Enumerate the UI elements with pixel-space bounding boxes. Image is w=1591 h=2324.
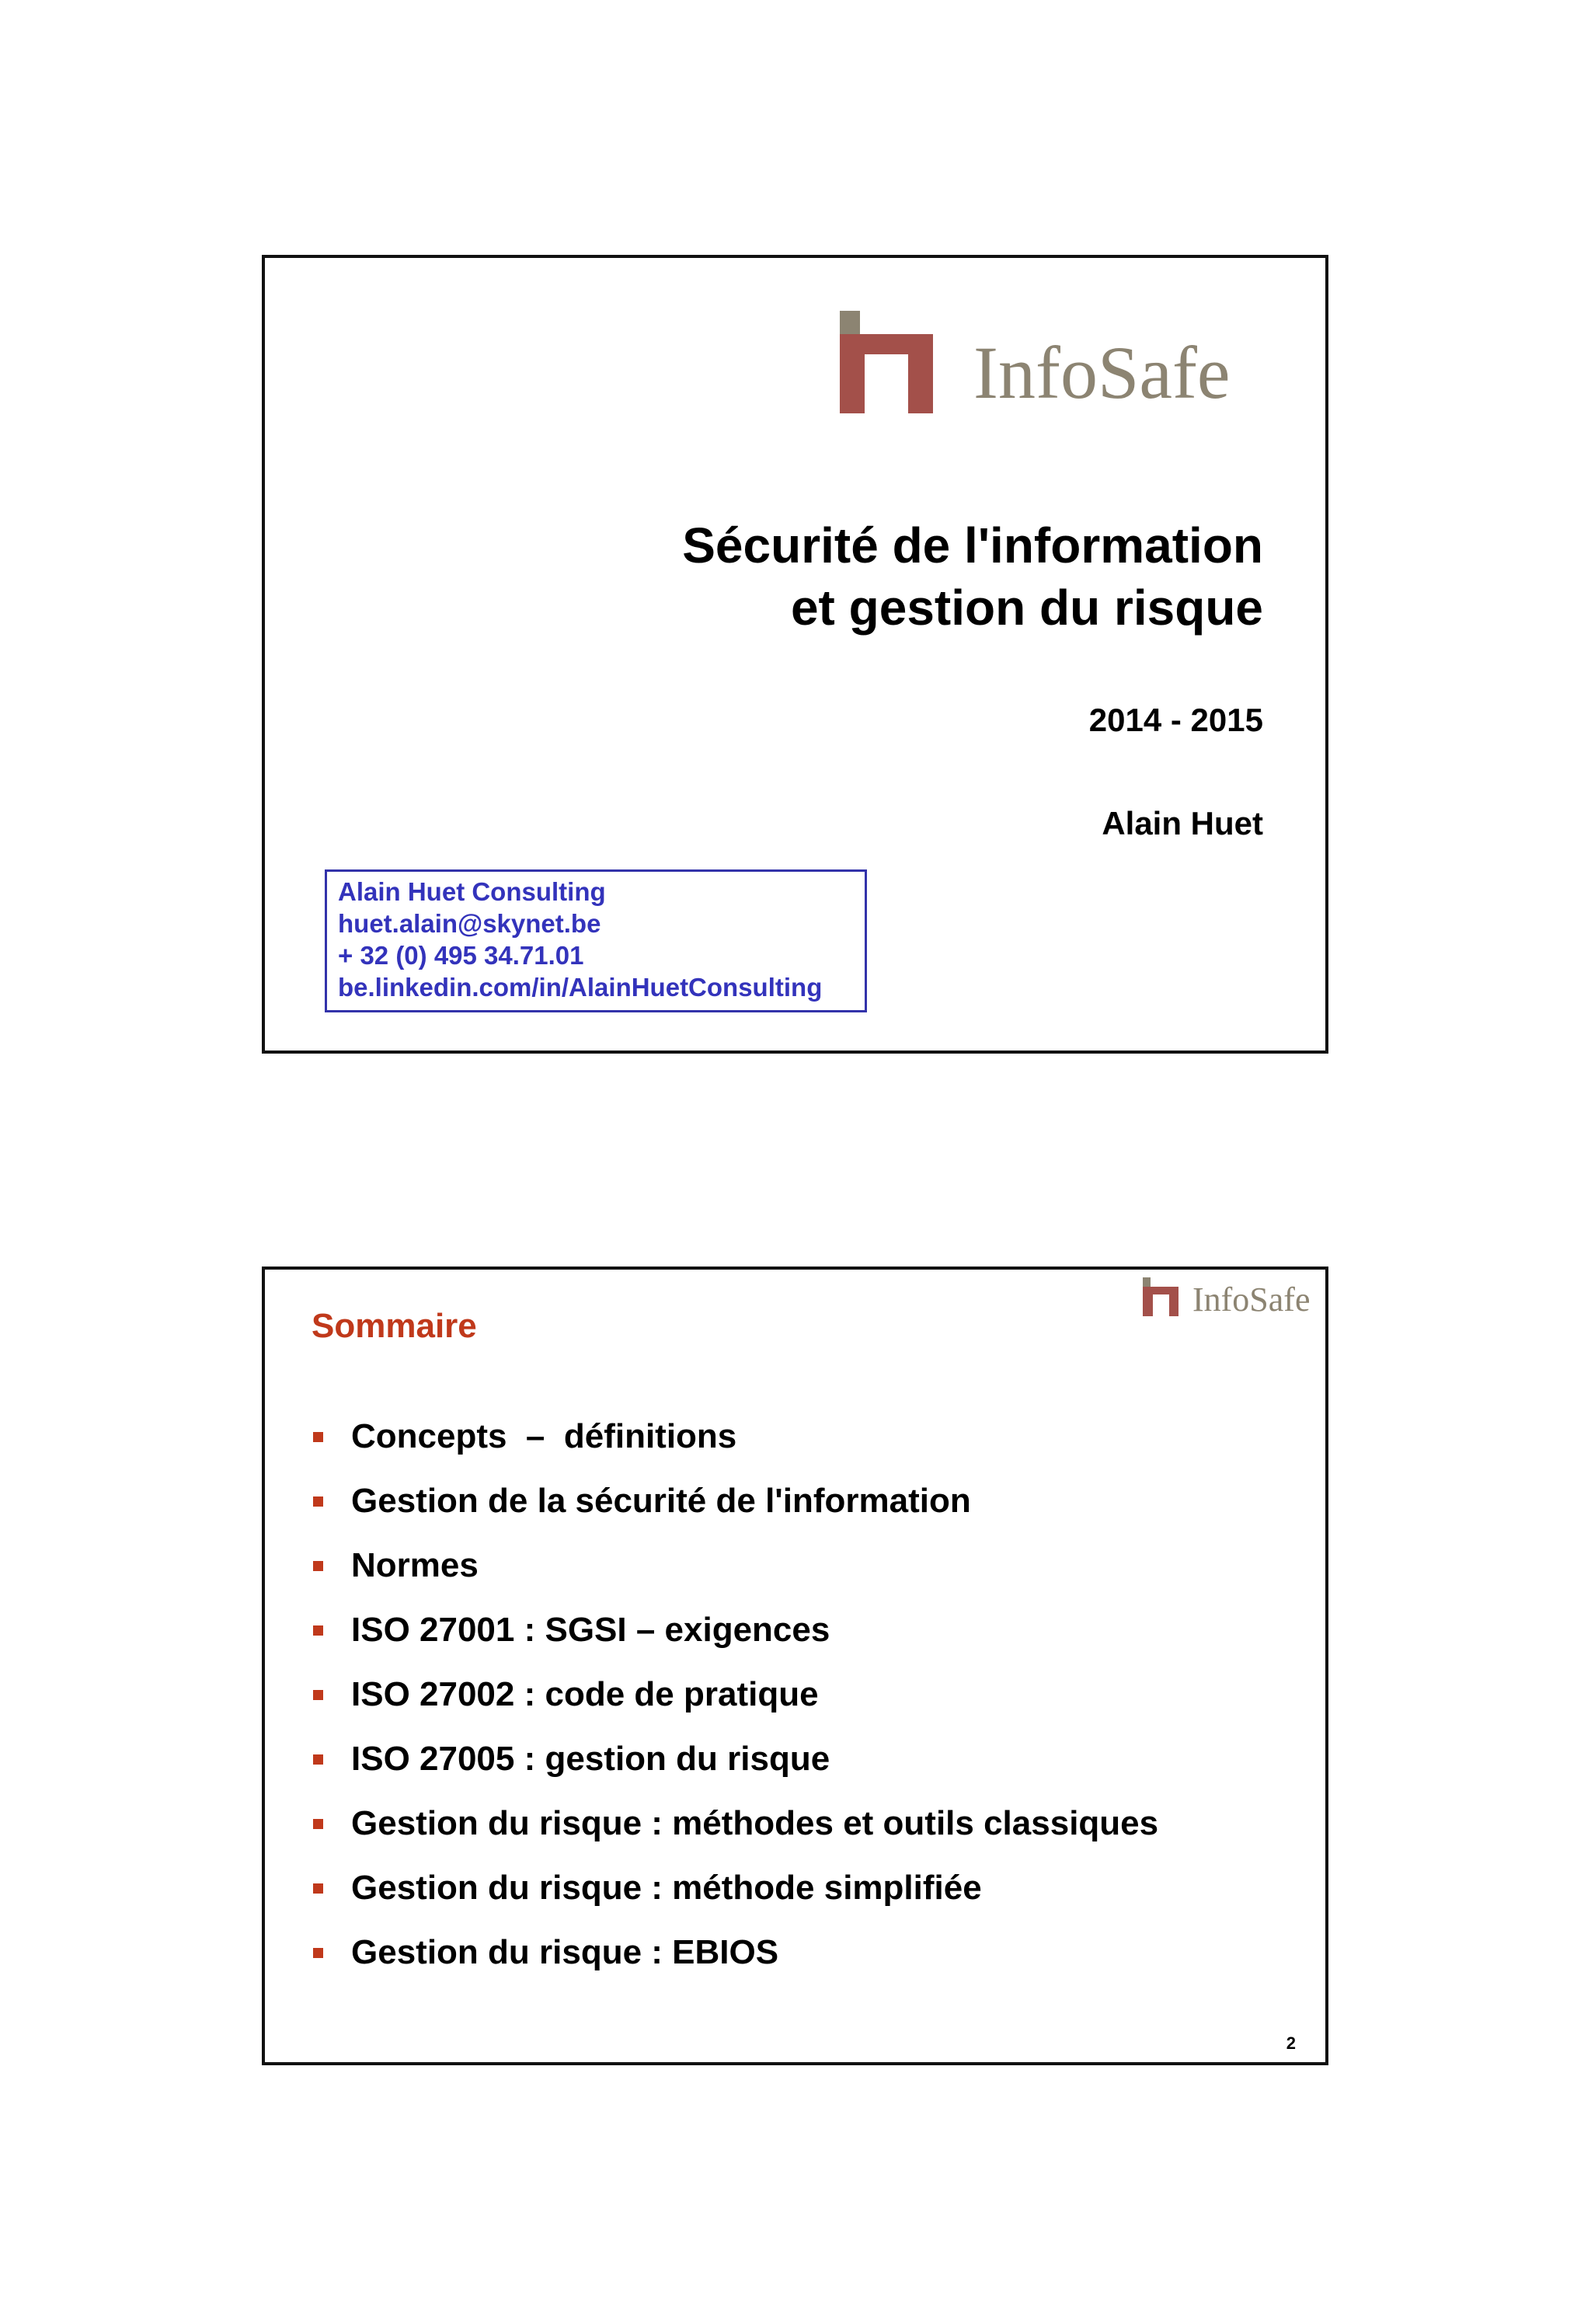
presentation-title: [682, 514, 1263, 639]
summary-heading: Sommaire: [312, 1307, 477, 1345]
list-item: [312, 1480, 1158, 1545]
list-item: [312, 1609, 1158, 1674]
title-slide: [262, 255, 1328, 1054]
bullet-square-icon: [313, 1754, 323, 1765]
bullet-square-icon: [313, 1883, 323, 1894]
infosafe-logo: [840, 311, 1275, 420]
summary-slide: [262, 1267, 1328, 2065]
list-item-text: Gestion du risque : méthode simplifiée: [351, 1869, 982, 1907]
contact-email[interactable]: huet.alain@skynet.be: [338, 909, 601, 938]
infosafe-logo-icon: [840, 311, 941, 420]
list-item: [312, 1803, 1158, 1867]
bullet-square-icon: [313, 1496, 323, 1507]
bullet-square-icon: [313, 1819, 323, 1829]
contact-linkedin[interactable]: be.linkedin.com/in/AlainHuetConsulting: [338, 973, 823, 1002]
author-name: Alain Huet: [1102, 805, 1263, 841]
contact-box: [325, 869, 867, 1012]
bullet-square-icon: [313, 1561, 323, 1571]
academic-year: 2014 - 2015: [1088, 702, 1263, 738]
bullet-square-icon: [313, 1625, 323, 1636]
bullet-square-icon: [313, 1432, 323, 1442]
list-item: [312, 1932, 1158, 1996]
bullet-square-icon: [313, 1690, 323, 1700]
list-item: [312, 1416, 1158, 1480]
list-item-text: ISO 27005 : gestion du risque: [351, 1740, 830, 1778]
title-line-2: et gestion du risque: [790, 580, 1263, 636]
logo-brand-text-small: InfoSafe: [1192, 1280, 1311, 1319]
page-number: 2: [1286, 2033, 1296, 2053]
contact-company: Alain Huet Consulting: [338, 877, 606, 906]
bullet-square-icon: [313, 1948, 323, 1958]
logo-brand-text: InfoSafe: [973, 331, 1231, 414]
infosafe-logo-small: [1143, 1274, 1321, 1321]
list-item-text: Gestion du risque : méthodes et outils classiques: [351, 1804, 1159, 1842]
summary-list: [312, 1416, 1158, 1996]
title-line-1: Sécurité de l'information: [682, 517, 1263, 573]
contact-phone: + 32 (0) 495 34.71.01: [338, 941, 584, 970]
list-item-text: Gestion du risque : EBIOS: [351, 1933, 779, 1971]
list-item-text: Gestion de la sécurité de l'information: [351, 1482, 971, 1520]
list-item-text: Concepts – définitions: [351, 1417, 737, 1455]
list-item-text: ISO 27001 : SGSI – exigences: [351, 1611, 830, 1649]
list-item-text: ISO 27002 : code de pratique: [351, 1675, 819, 1713]
list-item: [312, 1674, 1158, 1738]
list-item: [312, 1545, 1158, 1609]
list-item: [312, 1867, 1158, 1932]
list-item: [312, 1738, 1158, 1803]
infosafe-logo-small-icon: [1143, 1274, 1188, 1318]
list-item-text: Normes: [351, 1546, 479, 1584]
